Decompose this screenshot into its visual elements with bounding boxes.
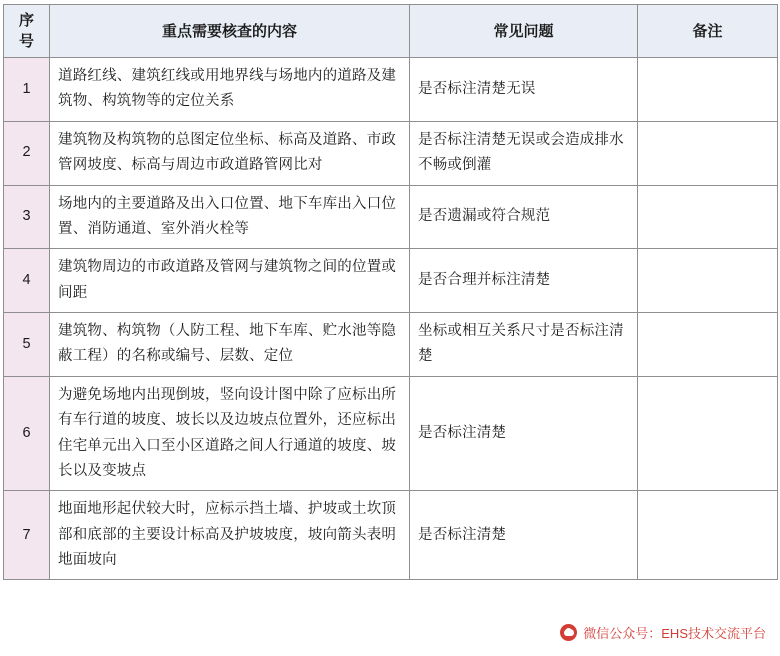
row-issue: 是否标注清楚 <box>410 376 638 491</box>
table-row <box>4 313 778 377</box>
row-issue: 是否合理并标注清楚 <box>410 249 638 313</box>
row-number: 7 <box>4 491 50 580</box>
column-header-no <box>4 5 50 58</box>
row-issue: 是否标注清楚 <box>410 491 638 580</box>
row-issue: 是否遗漏或符合规范 <box>410 185 638 249</box>
row-remark <box>638 185 778 249</box>
row-number: 5 <box>4 313 50 377</box>
column-header-issue: 常见问题 <box>410 5 638 58</box>
row-remark <box>638 491 778 580</box>
row-content: 建筑物周边的市政道路及管网与建筑物之间的位置或间距 <box>50 249 410 313</box>
row-number: 1 <box>4 58 50 122</box>
row-remark <box>638 121 778 185</box>
table-row <box>4 58 778 122</box>
row-number: 2 <box>4 121 50 185</box>
column-header-no-line1: 序 <box>18 12 34 29</box>
row-number: 3 <box>4 185 50 249</box>
row-content: 为避免场地内出现倒坡，竖向设计图中除了应标出所有车行道的坡度、坡长以及边坡点位置外，还应标出住宅单元出入口至小区道路之间人行通道的坡度、坡长以及变坡点 <box>50 376 410 491</box>
table-row <box>4 249 778 313</box>
row-content: 场地内的主要道路及出入口位置、地下车库出入口位置、消防通道、室外消火栓等 <box>50 185 410 249</box>
header-row <box>4 5 778 58</box>
table-row <box>4 185 778 249</box>
row-content: 道路红线、建筑红线或用地界线与场地内的道路及建筑物、构筑物等的定位关系 <box>50 58 410 122</box>
watermark <box>560 623 766 642</box>
table-row <box>4 376 778 491</box>
row-content: 建筑物及构筑物的总图定位坐标、标高及道路、市政管网坡度、标高与周边市政道路管网比对 <box>50 121 410 185</box>
row-issue: 坐标或相互关系尺寸是否标注清楚 <box>410 313 638 377</box>
table-row <box>4 491 778 580</box>
row-remark <box>638 376 778 491</box>
watermark-label: 微信公众号：EHS技术交流平台 <box>583 626 766 641</box>
document-page <box>0 4 780 656</box>
row-content: 建筑物、构筑物（人防工程、地下车库、贮水池等隐蔽工程）的名称或编号、层数、定位 <box>50 313 410 377</box>
checklist-table <box>3 4 778 580</box>
column-header-content: 重点需要核查的内容 <box>50 5 410 58</box>
row-content: 地面地形起伏较大时，应标示挡土墙、护坡或土坎顶部和底部的主要设计标高及护坡坡度，坡向箭头表明地面坡向 <box>50 491 410 580</box>
wechat-logo-icon <box>560 624 577 641</box>
column-header-no-line2: 号 <box>18 33 34 50</box>
row-remark <box>638 58 778 122</box>
table-body <box>4 58 778 580</box>
row-issue: 是否标注清楚无误或会造成排水不畅或倒灌 <box>410 121 638 185</box>
row-issue: 是否标注清楚无误 <box>410 58 638 122</box>
column-header-remark: 备注 <box>638 5 778 58</box>
table-header <box>4 5 778 58</box>
row-remark <box>638 249 778 313</box>
row-number: 6 <box>4 376 50 491</box>
row-number: 4 <box>4 249 50 313</box>
row-remark <box>638 313 778 377</box>
table-row <box>4 121 778 185</box>
